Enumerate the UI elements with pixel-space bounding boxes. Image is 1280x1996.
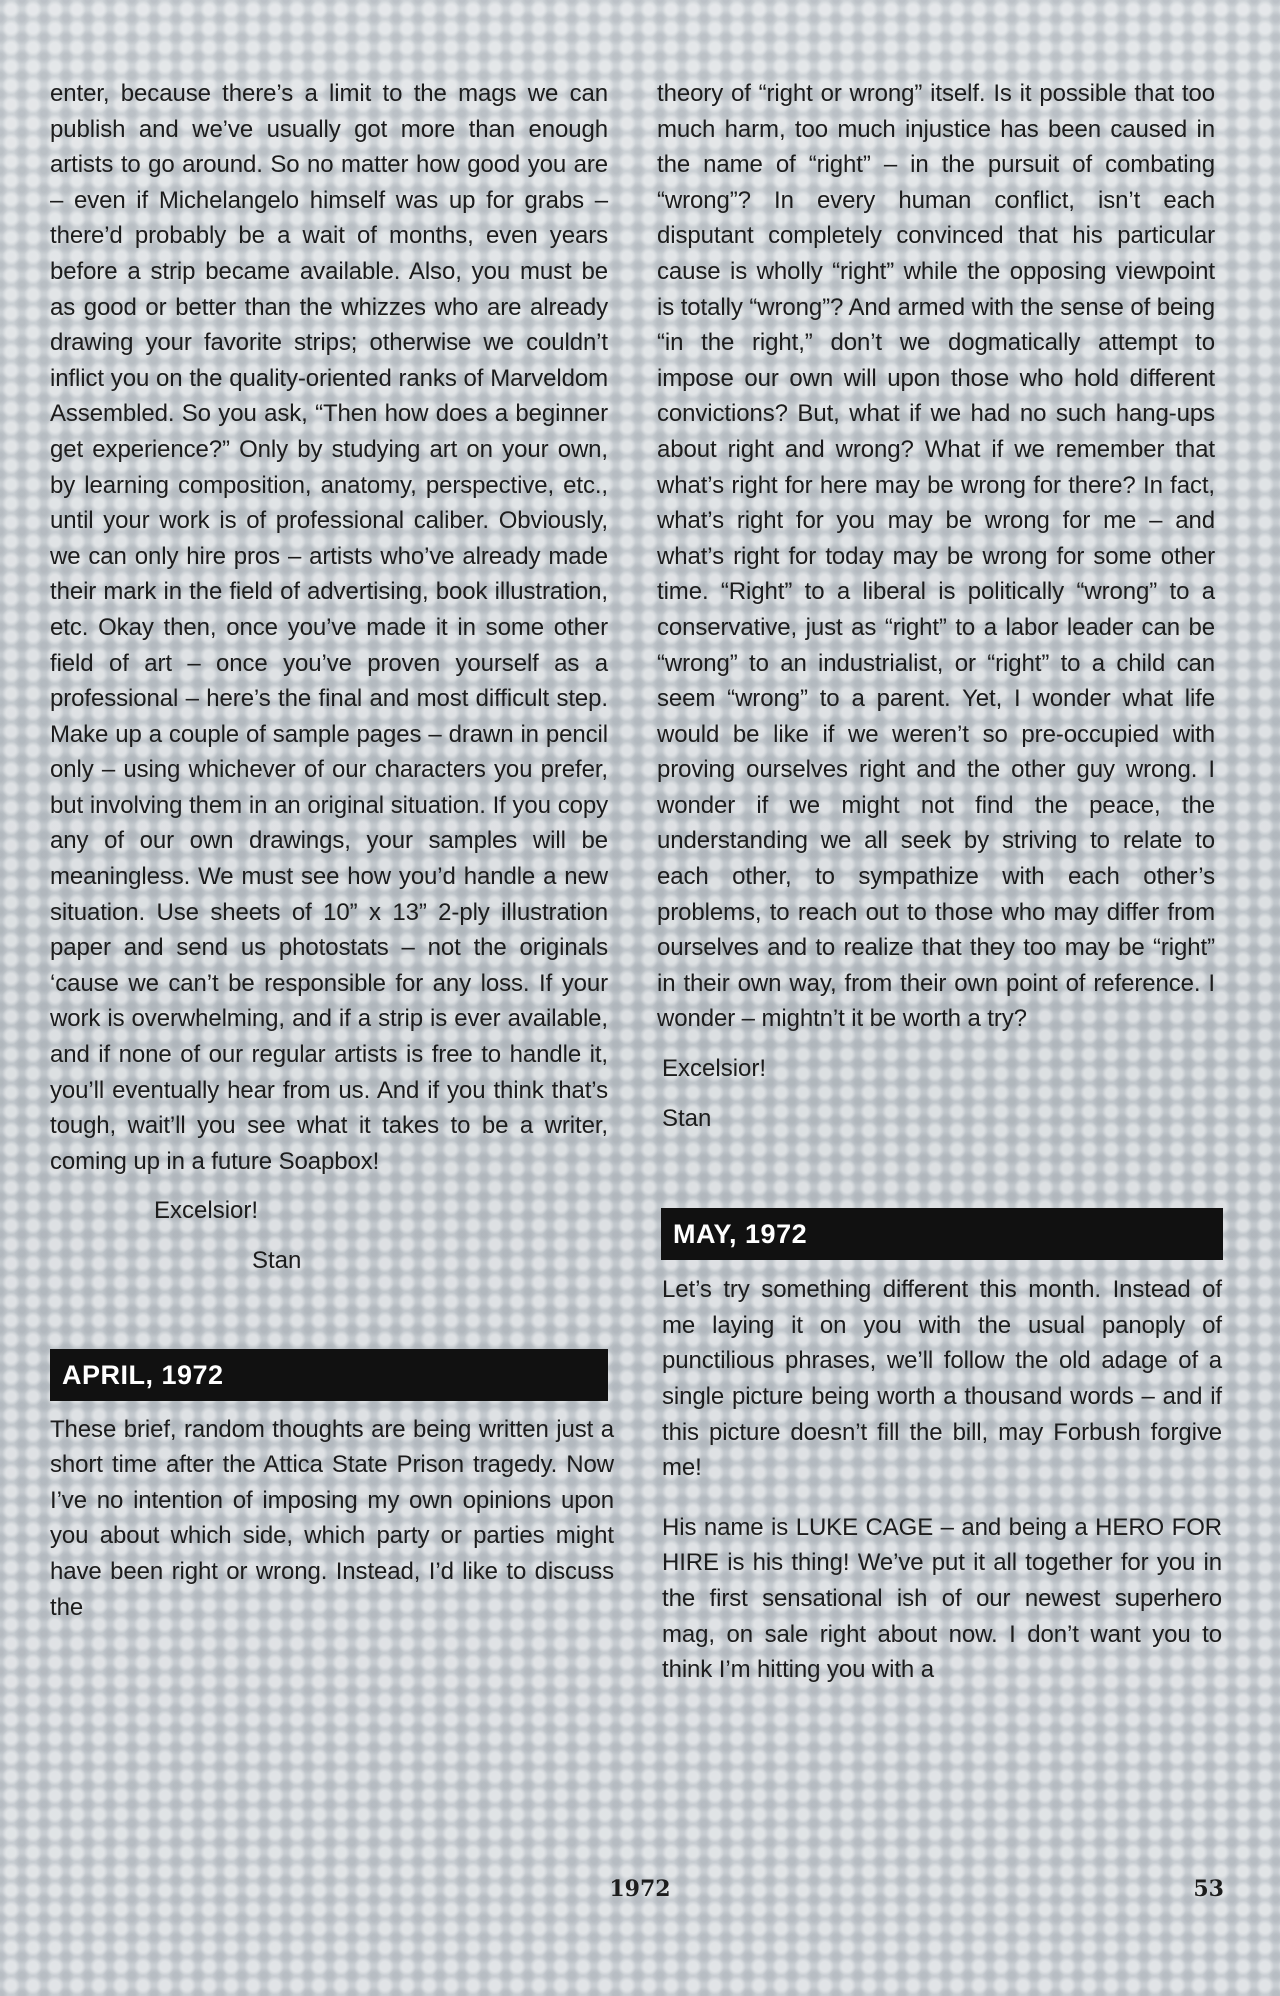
signature-stan: Stan [252,1247,302,1274]
may-1972-heading: MAY, 1972 [661,1208,1223,1260]
may-paragraph-1: Let’s try something different this month. Instead of me laying it on you with the usual panoply of punctilious phrases, we’ll follow the old adage of a single picture being worth a thousand words – and if this picture doesn’t fill the bill, may Forbush forgive me! [662,1276,1222,1482]
april-1972-heading: APRIL, 1972 [50,1349,608,1401]
closing-excelsior: Excelsior! [154,1197,259,1225]
april-continued-paragraph: theory of “right or wrong” itself. Is it possible that too much harm, too much injustice has been caused in the name of “right” – in the pursuit of combating “wrong”? In every human conflict, isn’t each disputant completely convinced that his particular cause is wholly “right” while the opposing viewpoint is totally “wrong”? And armed with the sense of being “in the right,” don’t we dogmatically attempt to impose our own will upon those who hold different convictions? But, what if we had no such hang-ups about right and wrong? What if we remember that what’s right for here may be wrong for there? In fact, what’s right for you may be wrong for me – and what’s right for today may be wrong for some other time. “Right” to a liberal is politically “wrong” to a conservative, just as “right” to a labor leader can be “wrong” to an industrialist, or “right” to a child can seem “wrong” to a parent. Yet, I wonder what life would be like if we weren’t so pre-occupied with proving ourselves right and the other guy wrong. I wonder if we might not find the peace, the understanding we all seek by striving to relate to each other, to sympathize with each other’s problems, to reach out to those who may differ from ourselves and to realize that they too may be “right” in their own way, from their own point of reference. I wonder – mightn’t it be worth a try? [657,80,1215,1033]
page-number: 53 [1193,1876,1224,1902]
april-paragraph: These brief, random thoughts are being written just a short time after the Attica State Prison tragedy. Now I’ve no intention of imposing my own opinions upon you about which side, which party or parties might have been right or wrong. Instead, I’d like to discuss the [50,1415,614,1621]
may-paragraph-2: His name is LUKE CAGE – and being a HERO FOR HIRE is his thing! We’ve put it all together for you in the first sensational ish of our newest superhero mag, on sale right about now. I don’t want you to think I’m hitting you with a [662,1513,1222,1684]
continued-paragraph: enter, because there’s a limit to the mags we can publish and we’ve usually got more than enough artists to go around. So no matter how good you are – even if Michelangelo himself was up for grabs – there’d probably be a wait of months, even years before a strip became available. Also, you must be as good or better than the whizzes who are already drawing your favorite strips; otherwise we couldn’t inflict you on the quality-oriented ranks of Marveldom Assembled. So you ask, “Then how does a beginner get experience?” Only by studying art on your own, by learning composition, anatomy, perspective, etc., until your work is of professional caliber. Obviously, we can only hire pros – artists who’ve already made their mark in the field of advertising, book illustration, etc. Okay then, once you’ve made it in some other field of art – once you’ve proven yourself as a professional – here’s the final and most difficult step. Make up a couple of sample pages – drawn in pencil only – using whichever of our characters you prefer, but involving them in an original situation. If you copy any of our own drawings, your samples will be meaningless. We must see how you’d handle a new situation. Use sheets of 10” x 13” 2-ply illustration paper and send us photostats – not the originals ‘cause we can’t be responsible for any loss. If your work is overwhelming, and if a strip is ever available, and if none of our regular artists is free to handle it, you’ll eventually hear from us. And if you think that’s tough, wait’ll you see what it takes to be a writer, coming up in a future Soapbox! [50,80,608,1175]
signature-stan: Stan [662,1104,712,1132]
right-column [657,76,1222,1688]
closing-excelsior: Excelsior! [662,1055,767,1083]
footer-section-label: 1972 [609,1876,671,1902]
left-column [50,76,614,1625]
